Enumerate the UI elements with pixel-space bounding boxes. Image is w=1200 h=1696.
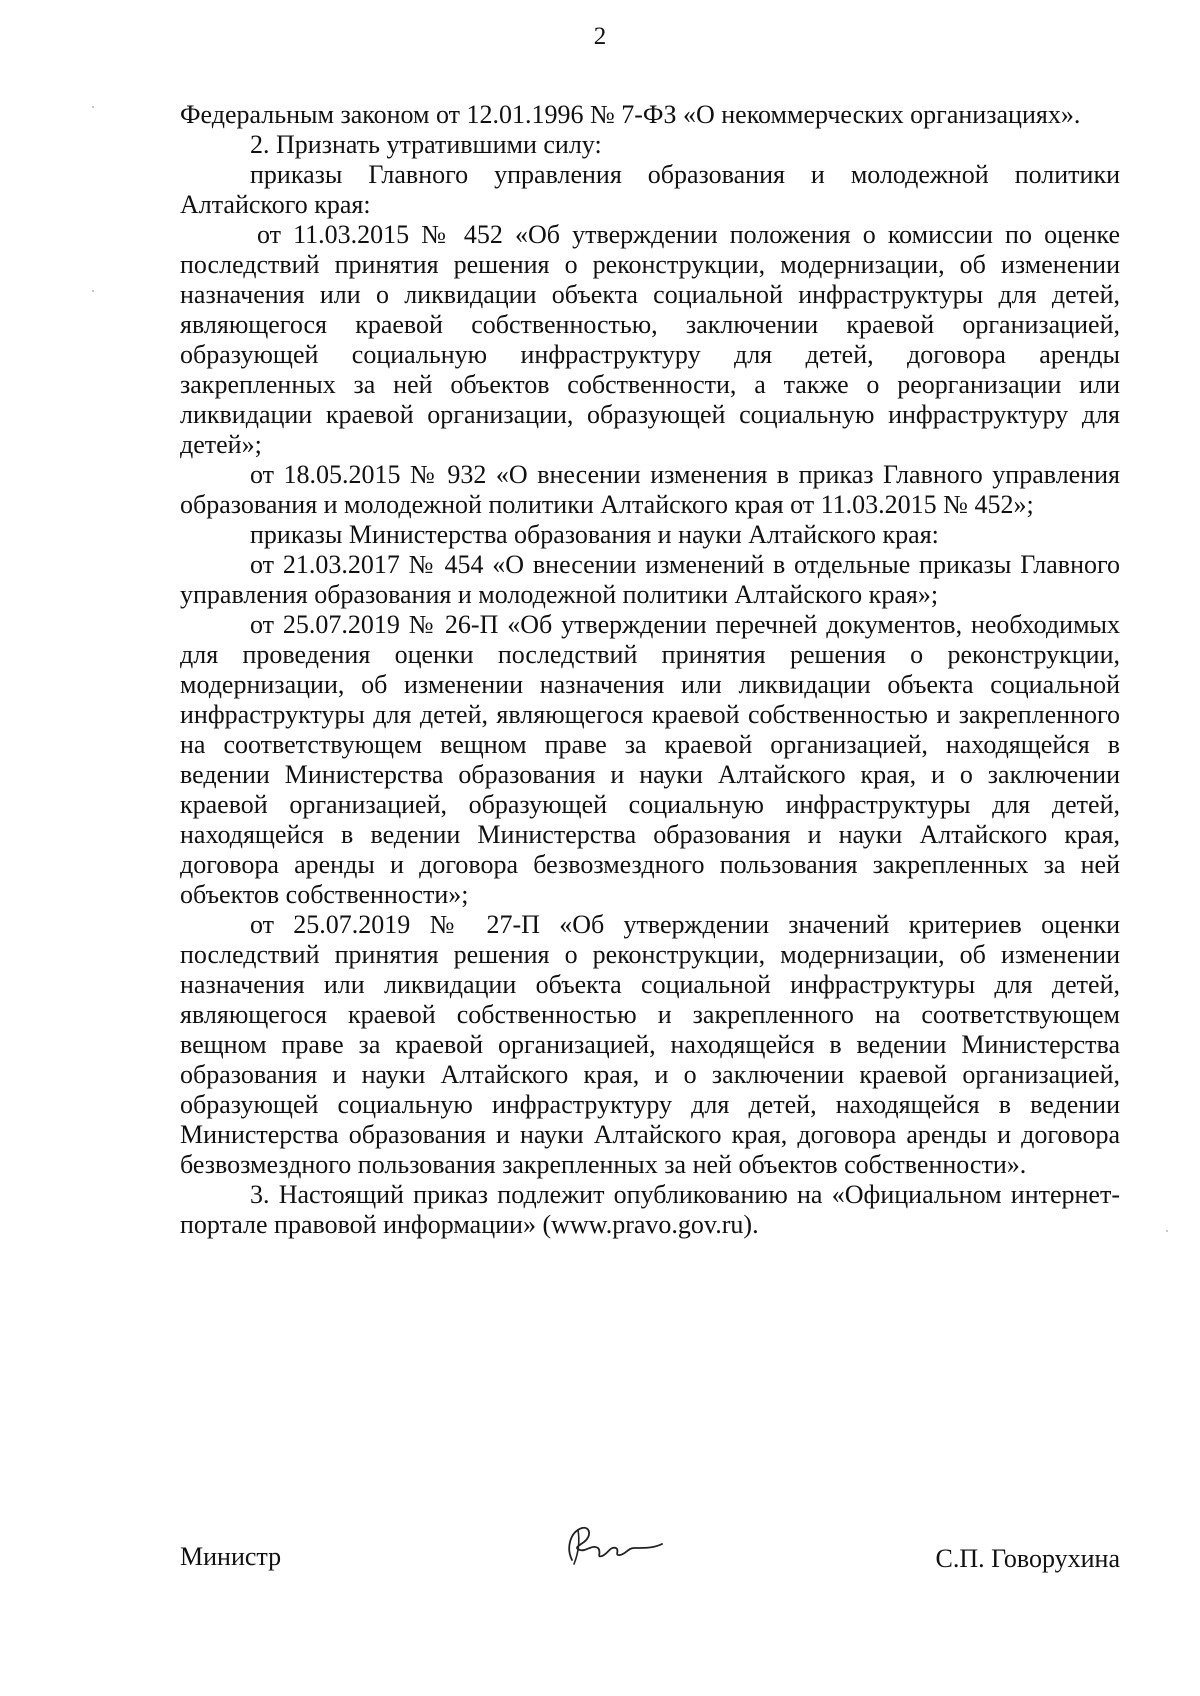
paragraph-order-452: от 11.03.2015 № 452 «Об утверждении положения о комиссии по оценке последствий принятия решения о реконструкции, модернизации, об изменении назначения или о ликвидации объекта социальной инфраструктуры для детей, являющегося краевой собственностью, заключении краевой организацией, образующей социальную инфраструктуру для детей, договора аренды закрепленных за ней объектов собственности, а также о реорганизации или ликвидации краевой организации, образующей социальную инфраструктуру для детей»; — [180, 220, 1120, 459]
signature-block — [180, 1528, 1120, 1588]
paragraph-item-3-publication: 3. Настоящий приказ подлежит опубликованию на «Официальном интернет-портале правовой информации» (www.pravo.gov.ru). — [180, 1180, 1120, 1239]
scan-artifact — [92, 106, 94, 108]
paragraph-order-26p: от 25.07.2019 № 26-П «Об утверждении перечней документов, необходимых для проведения оценки последствий принятия решения о реконструкции, модернизации, об изменении назначения или ликвидации объекта социальной инфраструктуры для детей, являющегося краевой собственностью и закрепленного на соответствующем вещном праве за краевой организацией, находящейся в ведении Министерства образования и науки Алтайского края, и о заключении краевой организацией, образующей социальную инфраструктуры для детей, находящейся в ведении Министерства образования и науки Алтайского края, договора аренды и договора безвозмездного пользования закрепленных за ней объектов собственности»; — [180, 610, 1120, 909]
document-body — [180, 100, 1120, 1240]
signatory-name: С.П. Говорухина — [935, 1544, 1120, 1573]
page-number: 2 — [593, 23, 607, 50]
handwritten-signature — [558, 1518, 668, 1574]
scan-artifact — [1166, 1230, 1168, 1232]
paragraph-item-2-heading: 2. Признать утратившими силу: — [250, 130, 602, 159]
signatory-position: Министр — [180, 1542, 282, 1571]
paragraph-law-reference: Федеральным законом от 12.01.1996 № 7-ФЗ «О некоммерческих организациях». — [180, 100, 1081, 129]
paragraph-glavnoe-upravlenie-heading: приказы Главного управления образования и молодежной политики Алтайского края: — [180, 160, 1120, 219]
paragraph-ministry-heading: приказы Министерства образования и науки Алтайского края: — [250, 520, 939, 549]
paragraph-order-454: от 21.03.2017 № 454 «О внесении изменений в отдельные приказы Главного управления образования и молодежной политики Алтайского края»; — [180, 550, 1120, 609]
scan-artifact — [92, 290, 94, 292]
paragraph-order-932: от 18.05.2015 № 932 «О внесении изменения в приказ Главного управления образования и молодежной политики Алтайского края от 11.03.2015 № 452»; — [180, 460, 1120, 519]
paragraph-order-27p: от 25.07.2019 № 27-П «Об утверждении значений критериев оценки последствий принятия решения о реконструкции, модернизации, об изменении назначения или ликвидации объекта социальной инфраструктуры для детей, являющегося краевой собственностью и закрепленного на соответствующем вещном праве за краевой организацией, находящейся в ведении Министерства образования и науки Алтайского края, и о заключении краевой организацией, образующей социальную инфраструктуру для детей, находящейся в ведении Министерства образования и науки Алтайского края, договора аренды и договора безвозмездного пользования закрепленных за ней объектов собственности». — [180, 910, 1120, 1179]
